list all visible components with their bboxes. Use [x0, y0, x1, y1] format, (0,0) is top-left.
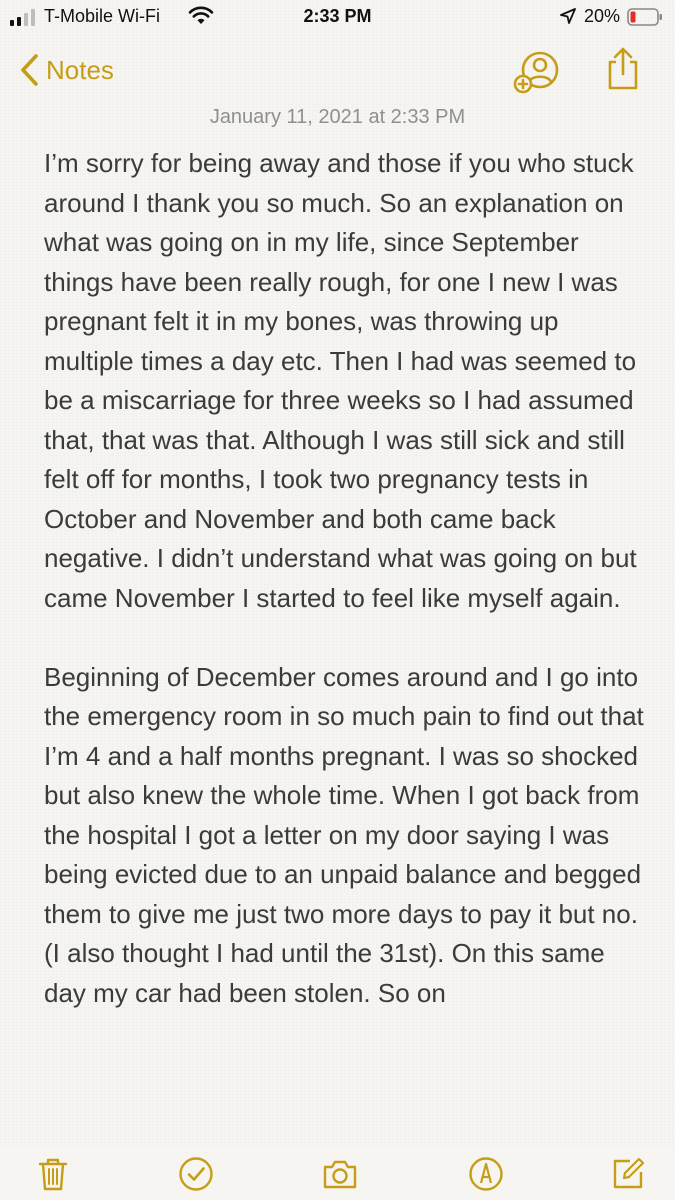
status-bar: [0, 0, 675, 36]
compose-button[interactable]: [608, 1154, 648, 1194]
location-arrow-icon: [560, 8, 576, 24]
trash-icon: [35, 1156, 71, 1192]
chevron-left-icon: [18, 53, 40, 87]
navigation-bar: [0, 40, 675, 100]
checklist-icon: [178, 1156, 214, 1192]
carrier-label: T-Mobile Wi-Fi: [44, 6, 160, 26]
delete-button[interactable]: [33, 1154, 73, 1194]
back-button[interactable]: [18, 50, 114, 90]
bottom-toolbar: [0, 1146, 675, 1200]
note-paragraph: I’m sorry for being away and those if you who stuck around I thank you so much. So an explanation on what was going on in my life, since September things have been really rough, for one I new I was pregnant felt it in my bones, was throwing up multiple times a day etc. Then I had was seemed to be a miscarriage for three weeks so I had assumed that, that was that. Although I was still sick and still felt off for months, I took two pregnancy tests in October and November and both came back negative. I didn’t understand what was going on but came November I started to feel like myself again.: [44, 148, 637, 613]
markup-icon: [468, 1156, 504, 1192]
add-person-icon[interactable]: [512, 50, 560, 94]
note-paragraph: Beginning of December comes around and I go into the emergency room in so much pain to find out that I’m 4 and a half months pregnant. I was so shocked but also knew the whole time. When I got back from the hospital I got a letter on my door saying I was being evicted due to an unpaid balance and begged them to give me just two more days to pay it but no. (I also thought I had until the 31st). On this same day my car had been stolen. So on: [44, 661, 644, 1008]
markup-button[interactable]: [466, 1154, 506, 1194]
note-body[interactable]: [44, 144, 644, 1013]
note-content-viewport[interactable]: [0, 144, 675, 1146]
share-icon[interactable]: [604, 46, 642, 92]
note-date: January 11, 2021 at 2:33 PM: [209, 106, 466, 128]
camera-icon: [322, 1156, 358, 1192]
camera-button[interactable]: [320, 1154, 360, 1194]
checklist-button[interactable]: [176, 1154, 216, 1194]
battery-icon: [627, 8, 663, 26]
status-time: 2:33 PM: [303, 6, 372, 26]
compose-icon: [610, 1156, 646, 1192]
back-button-label: Notes: [46, 54, 114, 85]
battery-percent: 20%: [584, 6, 621, 26]
